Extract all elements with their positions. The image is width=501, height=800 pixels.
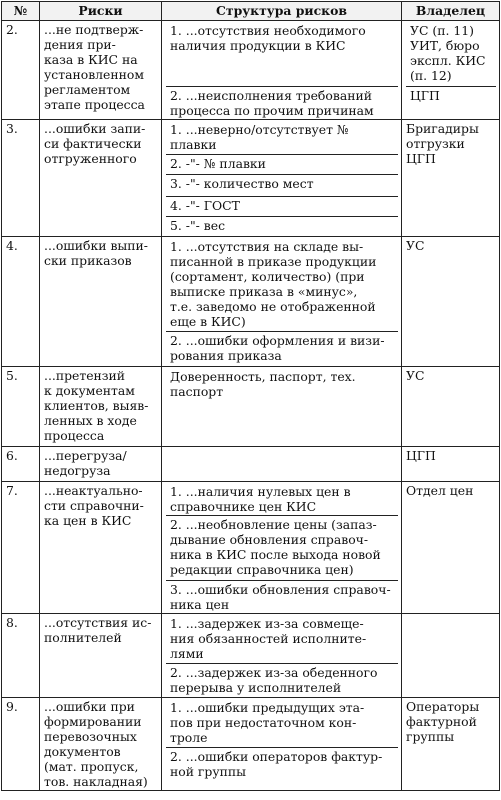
row-number: 9.	[2, 698, 40, 791]
structure-item: 1. ...задержек из-за совмеще- ния обязанностей исполните- лями	[166, 615, 398, 664]
owner-item: ЦГП	[410, 88, 440, 103]
row-number: 4.	[2, 237, 40, 367]
header-num: №	[2, 2, 40, 21]
risk-cell: ...ошибки выпи- ски приказов	[40, 237, 162, 367]
structure-cell	[162, 698, 402, 791]
risk-table	[1, 1, 500, 791]
row-number: 7.	[2, 482, 40, 614]
table-row	[2, 367, 500, 447]
owner-cell	[402, 21, 500, 120]
structure-item: 1. ...отсутствия необходимого наличия продукции в КИС	[166, 22, 398, 87]
structure-item: 2. ...ошибки операторов фактур- ной группы	[170, 749, 383, 779]
owner-cell	[402, 614, 500, 698]
structure-item	[166, 448, 398, 481]
risk-cell: ...перегруза/ недогруза	[40, 447, 162, 482]
risk-cell: ...неактуально- сти справочни- ка цен в КИС	[40, 482, 162, 614]
risk-cell: ...ошибки запи- си фактически отгруженного	[40, 120, 162, 237]
row-number: 8.	[2, 614, 40, 698]
table-row	[2, 698, 500, 791]
table-row	[2, 482, 500, 614]
table-row	[2, 447, 500, 482]
owner-cell: УС	[402, 367, 500, 447]
structure-item: 2. ...необновление цены (запаз- дывание обновления справоч- ника в КИС после выхода новой редакции справочника цен)	[166, 516, 398, 581]
structure-cell	[162, 237, 402, 367]
structure-item: 2. ...задержек из-за обеденного перерыва у исполнителей	[170, 665, 378, 695]
structure-item: 2. ...неисполнения требований процесса по прочим причинам	[170, 88, 374, 118]
owner-item: УС (п. 11) УИТ, бюро экспл. КИС (п. 12)	[406, 22, 496, 87]
structure-item: 2. ...ошибки оформления и визи- рования приказа	[170, 333, 385, 363]
risk-cell: ...отсутствия ис- полнителей	[40, 614, 162, 698]
table-header-row	[2, 2, 500, 21]
owner-cell: Бригадиры отгрузки ЦГП	[402, 120, 500, 237]
structure-item: 3. -"- количество мест	[166, 175, 398, 197]
row-number: 6.	[2, 447, 40, 482]
risk-cell: ...претензий к документам клиентов, выяв- ленных в ходе процесса	[40, 367, 162, 447]
structure-item: 3. ...ошибки обновления справоч- ника цен	[170, 582, 391, 612]
structure-item: Доверенность, паспорт, тех. паспорт	[170, 369, 356, 399]
table-row	[2, 237, 500, 367]
row-number: 5.	[2, 367, 40, 447]
structure-cell	[162, 482, 402, 614]
owner-cell: Отдел цен	[402, 482, 500, 614]
structure-item: 2. -"- № плавки	[166, 155, 398, 175]
risk-cell: ...не подтверж- дения при- каза в КИС на установленном регламентом этапе процесса	[40, 21, 162, 120]
structure-cell	[162, 614, 402, 698]
structure-item: 4. -"- ГОСТ	[166, 197, 398, 217]
owner-cell: УС	[402, 237, 500, 367]
row-number: 3.	[2, 120, 40, 237]
header-structure: Структура рисков	[162, 2, 402, 21]
structure-cell	[162, 367, 402, 447]
header-owner: Владелец	[402, 2, 500, 21]
structure-cell	[162, 21, 402, 120]
structure-item: 1. ...наличия нулевых цен в справочнике цен КИС	[166, 483, 398, 516]
owner-cell: ЦГП	[402, 447, 500, 482]
structure-item: 1. ...неверно/отсутствует № плавки	[166, 121, 398, 155]
structure-cell	[162, 120, 402, 237]
risk-cell: ...ошибки при формировании перевозочных документов (мат. пропуск, тов. накладная)	[40, 698, 162, 791]
structure-item: 1. ...ошибки предыдущих эта- пов при недостаточном кон- троле	[166, 699, 398, 748]
structure-item: 5. -"- вес	[170, 218, 226, 233]
structure-item: 1. ...отсутствия на складе вы- писанной в приказе продукции (сортамент, количество) (при выписке приказа в «минус», т.е. заведомо не отображенной еще в КИС)	[166, 238, 398, 332]
structure-cell	[162, 447, 402, 482]
table-row	[2, 21, 500, 120]
header-risks: Риски	[40, 2, 162, 21]
owner-cell: Операторы фактурной группы	[402, 698, 500, 791]
table-row	[2, 120, 500, 237]
table-row	[2, 614, 500, 698]
row-number: 2.	[2, 21, 40, 120]
